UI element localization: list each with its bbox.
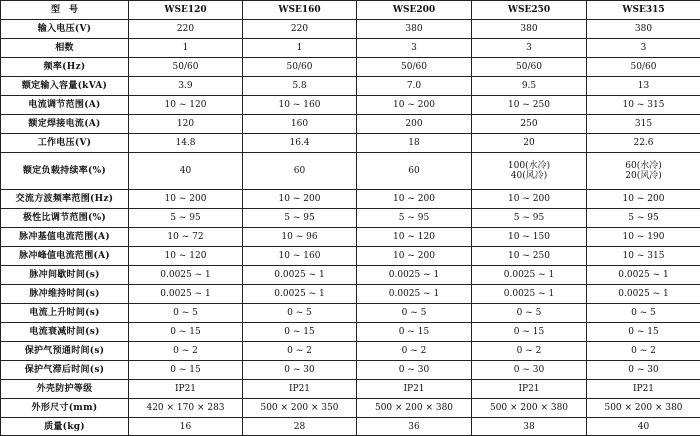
table-cell: 10 ~ 200 xyxy=(357,96,472,115)
row-label: 外形尺寸(mm) xyxy=(1,399,129,418)
table-cell: 0.0025 ~ 1 xyxy=(243,266,357,285)
table-cell: 0.0025 ~ 1 xyxy=(357,285,472,304)
header-model-wse315: WSE315 xyxy=(587,1,700,20)
table-row xyxy=(1,153,700,190)
table-row xyxy=(1,209,700,228)
table-cell: IP21 xyxy=(129,380,243,399)
table-cell: 0 ~ 2 xyxy=(357,342,472,361)
table-cell: 10 ~ 250 xyxy=(472,247,587,266)
header-row xyxy=(1,1,700,20)
table-cell-line: 100(水冷) xyxy=(474,161,584,171)
table-body xyxy=(1,20,700,436)
table-cell: 40 xyxy=(129,153,243,190)
table-cell: 10 ~ 200 xyxy=(472,190,587,209)
table-row xyxy=(1,77,700,96)
table-cell: 420 × 170 × 283 xyxy=(129,399,243,418)
table-cell: IP21 xyxy=(587,380,700,399)
row-label: 电流调节范围(A) xyxy=(1,96,129,115)
table-cell: 5 ~ 95 xyxy=(357,209,472,228)
table-cell: 38 xyxy=(472,418,587,436)
header-model-label: 型 号 xyxy=(1,1,129,20)
row-label: 质量(kg) xyxy=(1,418,129,436)
table-cell: 50/60 xyxy=(129,58,243,77)
table-cell: 3 xyxy=(587,39,700,58)
table-cell: 0 ~ 5 xyxy=(243,304,357,323)
table-cell: 0 ~ 5 xyxy=(587,304,700,323)
table-cell: 220 xyxy=(243,20,357,39)
table-cell: 3 xyxy=(357,39,472,58)
table-cell: 10 ~ 120 xyxy=(129,247,243,266)
table-cell: 1 xyxy=(129,39,243,58)
table-cell: 50/60 xyxy=(587,58,700,77)
table-cell: 10 ~ 315 xyxy=(587,96,700,115)
table-cell: 10 ~ 150 xyxy=(472,228,587,247)
table-cell: 500 × 200 × 380 xyxy=(357,399,472,418)
table-cell: 10 ~ 315 xyxy=(587,247,700,266)
table-cell: 10 ~ 160 xyxy=(243,96,357,115)
table-row xyxy=(1,247,700,266)
table-cell: 3.9 xyxy=(129,77,243,96)
table-cell: 0.0025 ~ 1 xyxy=(243,285,357,304)
table-row xyxy=(1,115,700,134)
table-row xyxy=(1,228,700,247)
table-cell: 10 ~ 200 xyxy=(357,247,472,266)
table-cell: 0 ~ 15 xyxy=(129,361,243,380)
table-cell: 1 xyxy=(243,39,357,58)
table-cell: 0 ~ 15 xyxy=(129,323,243,342)
table-row xyxy=(1,39,700,58)
table-row xyxy=(1,285,700,304)
row-label: 脉冲维持时间(s) xyxy=(1,285,129,304)
table-cell: 160 xyxy=(243,115,357,134)
table-cell: 10 ~ 190 xyxy=(587,228,700,247)
row-label: 额定输入容量(kVA) xyxy=(1,77,129,96)
table-row xyxy=(1,304,700,323)
table-cell: 50/60 xyxy=(243,58,357,77)
table-cell-line: 60(水冷) xyxy=(589,161,698,171)
row-label: 电流衰减时间(s) xyxy=(1,323,129,342)
table-cell: 120 xyxy=(129,115,243,134)
table-cell: 0 ~ 30 xyxy=(357,361,472,380)
table-cell: 0.0025 ~ 1 xyxy=(472,285,587,304)
table-cell: 0 ~ 5 xyxy=(472,304,587,323)
table-cell: 0.0025 ~ 1 xyxy=(129,266,243,285)
table-cell: 13 xyxy=(587,77,700,96)
table-row xyxy=(1,266,700,285)
table-cell: 500 × 200 × 380 xyxy=(472,399,587,418)
table-cell: IP21 xyxy=(357,380,472,399)
table-header xyxy=(1,1,700,20)
table-cell: 10 ~ 120 xyxy=(129,96,243,115)
table-cell: 10 ~ 200 xyxy=(129,190,243,209)
table-row xyxy=(1,96,700,115)
table-cell: 10 ~ 160 xyxy=(243,247,357,266)
table-cell: 200 xyxy=(357,115,472,134)
table-cell: 500 × 200 × 350 xyxy=(243,399,357,418)
table-cell: 5 ~ 95 xyxy=(472,209,587,228)
table-row xyxy=(1,58,700,77)
table-cell: 220 xyxy=(129,20,243,39)
table-cell: 0 ~ 15 xyxy=(243,323,357,342)
table-cell: 5 ~ 95 xyxy=(243,209,357,228)
table-cell: 315 xyxy=(587,115,700,134)
row-label: 保护气滞后时间(s) xyxy=(1,361,129,380)
table-row xyxy=(1,380,700,399)
table-cell: 10 ~ 96 xyxy=(243,228,357,247)
table-cell: 0 ~ 2 xyxy=(129,342,243,361)
table-row xyxy=(1,399,700,418)
table-cell: 0.0025 ~ 1 xyxy=(357,266,472,285)
table-cell: 50/60 xyxy=(472,58,587,77)
table-cell: 10 ~ 250 xyxy=(472,96,587,115)
table-cell: 60 xyxy=(357,153,472,190)
table-cell: 5 ~ 95 xyxy=(587,209,700,228)
table-cell: 36 xyxy=(357,418,472,436)
table-cell: 10 ~ 200 xyxy=(587,190,700,209)
table-cell: 20 xyxy=(472,134,587,153)
table-cell: 40 xyxy=(587,418,700,436)
table-cell: IP21 xyxy=(472,380,587,399)
table-cell: 0 ~ 2 xyxy=(587,342,700,361)
table-cell: IP21 xyxy=(243,380,357,399)
table-cell: 14.8 xyxy=(129,134,243,153)
row-label: 脉冲基值电流范围(A) xyxy=(1,228,129,247)
row-label: 电流上升时间(s) xyxy=(1,304,129,323)
row-label: 脉冲峰值电流范围(A) xyxy=(1,247,129,266)
row-label: 保护气预通时间(s) xyxy=(1,342,129,361)
table-cell: 0.0025 ~ 1 xyxy=(587,285,700,304)
table-row xyxy=(1,342,700,361)
table-row xyxy=(1,134,700,153)
row-label: 相数 xyxy=(1,39,129,58)
row-label: 脉冲间歇时间(s) xyxy=(1,266,129,285)
table-cell: 0 ~ 15 xyxy=(472,323,587,342)
table-cell xyxy=(587,153,700,190)
table-cell: 50/60 xyxy=(357,58,472,77)
table-row xyxy=(1,190,700,209)
table-cell: 5 ~ 95 xyxy=(129,209,243,228)
table-row xyxy=(1,361,700,380)
table-cell: 0 ~ 30 xyxy=(587,361,700,380)
table-cell-line: 40(风冷) xyxy=(474,171,584,181)
header-model-wse250: WSE250 xyxy=(472,1,587,20)
table-cell: 10 ~ 200 xyxy=(243,190,357,209)
table-cell: 0 ~ 2 xyxy=(472,342,587,361)
table-cell: 500 × 200 × 380 xyxy=(587,399,700,418)
table-cell: 16.4 xyxy=(243,134,357,153)
row-label: 工作电压(V) xyxy=(1,134,129,153)
table-cell: 0 ~ 30 xyxy=(243,361,357,380)
table-cell: 3 xyxy=(472,39,587,58)
table-cell: 0.0025 ~ 1 xyxy=(587,266,700,285)
table-cell: 22.6 xyxy=(587,134,700,153)
table-row xyxy=(1,20,700,39)
table-cell: 28 xyxy=(243,418,357,436)
table-cell: 10 ~ 72 xyxy=(129,228,243,247)
table-cell: 9.5 xyxy=(472,77,587,96)
table-cell: 0 ~ 30 xyxy=(472,361,587,380)
table-cell: 380 xyxy=(357,20,472,39)
table-cell: 10 ~ 120 xyxy=(357,228,472,247)
header-model-wse160: WSE160 xyxy=(243,1,357,20)
row-label: 额定负载持续率(%) xyxy=(1,153,129,190)
table-cell: 60 xyxy=(243,153,357,190)
table-row xyxy=(1,323,700,342)
header-model-wse200: WSE200 xyxy=(357,1,472,20)
table-cell xyxy=(472,153,587,190)
table-cell: 380 xyxy=(587,20,700,39)
row-label: 极性比调节范围(%) xyxy=(1,209,129,228)
table-cell: 0.0025 ~ 1 xyxy=(129,285,243,304)
table-cell: 0 ~ 5 xyxy=(357,304,472,323)
row-label: 频率(Hz) xyxy=(1,58,129,77)
table-cell: 5.8 xyxy=(243,77,357,96)
table-cell: 7.0 xyxy=(357,77,472,96)
table-cell: 250 xyxy=(472,115,587,134)
row-label: 外壳防护等级 xyxy=(1,380,129,399)
table-cell: 18 xyxy=(357,134,472,153)
table-cell: 10 ~ 200 xyxy=(357,190,472,209)
header-model-wse120: WSE120 xyxy=(129,1,243,20)
table-cell: 0 ~ 15 xyxy=(357,323,472,342)
table-cell: 0 ~ 15 xyxy=(587,323,700,342)
table-cell-line: 20(风冷) xyxy=(589,171,698,181)
row-label: 交流方波频率范围(Hz) xyxy=(1,190,129,209)
row-label: 输入电压(V) xyxy=(1,20,129,39)
table-cell: 0 ~ 2 xyxy=(243,342,357,361)
table-cell: 380 xyxy=(472,20,587,39)
table-cell: 0.0025 ~ 1 xyxy=(472,266,587,285)
row-label: 额定焊接电流(A) xyxy=(1,115,129,134)
table-cell: 0 ~ 5 xyxy=(129,304,243,323)
table-cell: 16 xyxy=(129,418,243,436)
table-row xyxy=(1,418,700,436)
